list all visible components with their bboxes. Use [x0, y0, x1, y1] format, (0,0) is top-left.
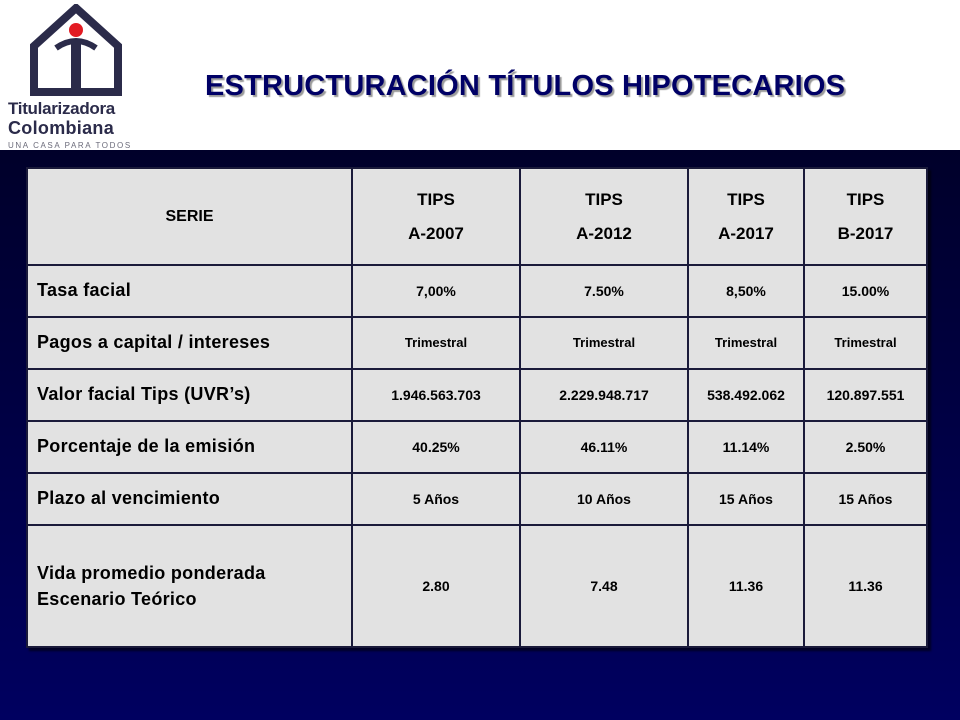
logo-name-line1: Titularizadora: [8, 99, 115, 118]
titularizadora-logo: [8, 4, 148, 150]
header-col-line1: TIPS: [585, 189, 623, 209]
table-cell: 2.50%: [804, 421, 927, 473]
row-label: Porcentaje de la emisión: [27, 421, 352, 473]
table-row-plazo: [27, 473, 927, 525]
header-col-line2: A-2012: [576, 223, 632, 243]
tips-structure-table: [26, 167, 928, 648]
page-title: ESTRUCTURACIÓN TÍTULOS HIPOTECARIOS: [205, 70, 846, 102]
table-row-porcentaje: [27, 421, 927, 473]
table-cell: 2.229.948.717: [520, 369, 688, 421]
house-icon: [26, 4, 126, 96]
header-col-b2017: [804, 168, 927, 265]
table-cell: 15 Años: [688, 473, 804, 525]
slide-header: [0, 0, 960, 150]
table-cell: 7.48: [520, 525, 688, 647]
table-cell: 8,50%: [688, 265, 804, 317]
header-col-line2: A-2007: [408, 223, 464, 243]
table-cell: Trimestral: [520, 317, 688, 369]
table-row-vida-promedio: [27, 525, 927, 647]
row-label: Valor facial Tips (UVR’s): [27, 369, 352, 421]
table-cell: 7.50%: [520, 265, 688, 317]
table-cell: Trimestral: [804, 317, 927, 369]
table-cell: 40.25%: [352, 421, 520, 473]
table-cell: 11.14%: [688, 421, 804, 473]
table-row-pagos: [27, 317, 927, 369]
table-cell: 2.80: [352, 525, 520, 647]
table-row-tasa-facial: [27, 265, 927, 317]
header-col-line2: A-2017: [718, 223, 774, 243]
header-col-line1: TIPS: [727, 189, 765, 209]
table-cell: 11.36: [804, 525, 927, 647]
logo-name-line2: Colombiana: [8, 118, 115, 138]
row-label-line1: Vida promedio ponderada: [37, 562, 266, 583]
table-cell: 120.897.551: [804, 369, 927, 421]
header-serie: SERIE: [27, 168, 352, 265]
header-col-a2007: [352, 168, 520, 265]
table-cell: 1.946.563.703: [352, 369, 520, 421]
table-cell: 7,00%: [352, 265, 520, 317]
row-label: Tasa facial: [27, 265, 352, 317]
table-cell: Trimestral: [352, 317, 520, 369]
logo-tagline: UNA CASA PARA TODOS: [8, 141, 132, 150]
row-label: Pagos a capital / intereses: [27, 317, 352, 369]
header-col-line2: B-2017: [837, 223, 894, 243]
row-label: Plazo al vencimiento: [27, 473, 352, 525]
table-header-row: [27, 168, 927, 265]
row-label-line2: Escenario Teórico: [37, 588, 197, 609]
table-cell: 5 Años: [352, 473, 520, 525]
header-col-a2012: [520, 168, 688, 265]
row-label: [27, 525, 352, 647]
header-col-line1: TIPS: [846, 189, 885, 209]
table-row-valor-facial: [27, 369, 927, 421]
table-cell: 15.00%: [804, 265, 927, 317]
table-cell: 11.36: [688, 525, 804, 647]
header-col-line1: TIPS: [417, 189, 455, 209]
table-cell: 538.492.062: [688, 369, 804, 421]
table-cell: 10 Años: [520, 473, 688, 525]
table-cell: Trimestral: [688, 317, 804, 369]
table-cell: 46.11%: [520, 421, 688, 473]
table-cell: 15 Años: [804, 473, 927, 525]
header-col-a2017: [688, 168, 804, 265]
